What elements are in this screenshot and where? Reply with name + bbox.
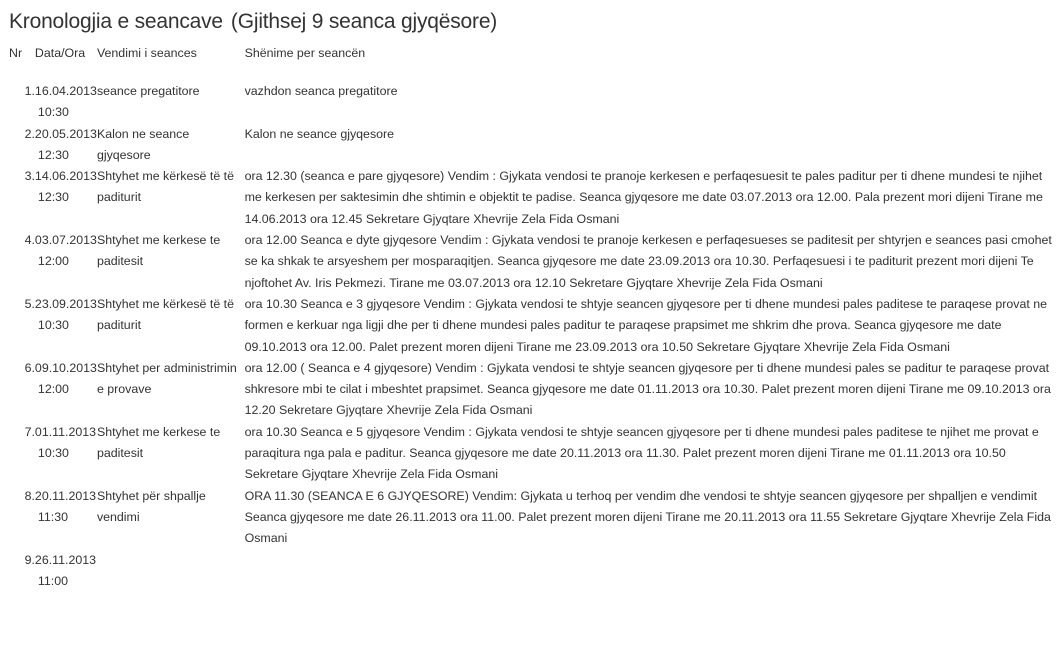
row-time: 11:30: [37, 509, 69, 524]
table-row: [9, 486, 1059, 550]
row-time: 12:30: [37, 190, 69, 205]
row-decision: Shtyhet me kërkesë të të paditurit: [96, 296, 234, 333]
row-decision: Shtyhet me kërkesë të të paditurit: [96, 169, 234, 205]
row-notes: ora 12.00 Seanca e dyte gjyqesore Vendim : Gjykata vendosi te pranoje kerkesen e perfaqesueses se paditesit per shtyrjen e seances pasi cmohet se ka shkak te arsyeshem per mosparaqitjen. Seanca gjyqesore me date 23.09.2013 ora 10.30. Perfaqesuesi i te paditurit prezent mori dijeni Te njoftohet Av. Iris Pekmezi. Tirane me 03.07.2013 ora 12.10 Sekretare Gjyqtare Xhevrije Zela Fida Osmani: [244, 233, 1052, 290]
row-datetime: [35, 358, 97, 422]
row-date: 26.11.2013: [34, 552, 97, 567]
row-notes: ora 12.30 (seanca e pare gjyqesore) Vendim : Gjykata vendosi te pranoje kerkesen e perfaqesuesit te pales paditur per ti dhene mundesi te njihet me kerkesen per saktesimin dhe shtimin e objektit te padise. Seanca gjyqesore me date 03.07.2013 ora 12.00. Pala prezent mori dijeni Tirane me 14.06.2013 ora 12.45 Sekretare Gjyqtare Xhevrije Zela Fida Osmani: [244, 169, 1043, 226]
table-row: [9, 358, 1059, 422]
row-nr: 9.: [24, 552, 35, 567]
row-notes: vazhdon seanca pregatitore: [244, 84, 398, 98]
row-datetime: [35, 294, 97, 358]
row-time: 10:30: [37, 446, 69, 461]
header-notes: Shënime per seancën: [244, 46, 366, 60]
row-time: 10:30: [37, 318, 69, 333]
table-row: [9, 81, 1059, 124]
row-time: 11:00: [37, 573, 69, 588]
row-date: 14.06.2013: [34, 169, 97, 184]
table-row: [9, 124, 1059, 167]
row-time: 12:00: [37, 382, 69, 397]
row-nr: 3.: [24, 169, 35, 184]
row-date: 20.11.2013: [34, 488, 97, 503]
row-decision: Shtyhet me kerkese te paditesit: [96, 424, 221, 461]
row-nr: 7.: [24, 424, 35, 439]
row-time: 12:30: [37, 147, 69, 162]
row-date: 23.09.2013: [34, 296, 97, 311]
header-decision: Vendimi i seances: [96, 46, 197, 60]
title-main: Kronologjia e seancave: [9, 10, 223, 33]
table-row: [9, 550, 1059, 593]
row-nr: 8.: [24, 488, 35, 503]
row-date: 20.05.2013: [34, 126, 97, 141]
row-date: 16.04.2013: [34, 84, 97, 98]
row-time: 10:30: [37, 105, 69, 120]
row-decision: [97, 550, 245, 593]
row-notes: ora 10.30 Seanca e 5 gjyqesore Vendim : Gjykata vendosi te shtyje seancen gjyqesore per ti dhene mundesi pales paditese te njihet me provat e paraqitura nga pala e paditur. Seanca gjyqesore me date 20.11.2013 ora 11.30. Palet prezent moren dijeni Tirane me 01.11.2013 ora 10.50 Sekretare Gjyqtare Xhevrije Zela Fida Osmani: [244, 424, 1039, 482]
row-datetime: [35, 422, 97, 486]
row-date: 09.10.2013: [34, 360, 97, 375]
header-date: Data/Ora: [34, 46, 86, 60]
row-decision: Kalon ne seance gjyqesore: [96, 126, 190, 162]
row-notes: ora 12.00 ( Seanca e 4 gjyqesore) Vendim : Gjykata vendosi te shtyje seancen gjyqesore per ti dhene mundesi pales se paditur te paraqese provat shkresore mbi te cilat i mbeshtet prapsimet. Seanca gjyqesore me date 01.11.2013 ora 10.30. Palet prezent moren dijeni Tirane me 09.10.2013 ora 12.20 Sekretare Gjyqtare Xhevrije Zela Fida Osmani: [244, 360, 1051, 418]
table-row: [9, 166, 1059, 230]
row-time: 12:00: [37, 254, 69, 269]
row-decision: seance pregatitore: [96, 84, 200, 98]
row-datetime: [35, 81, 97, 124]
row-nr: 2.: [24, 126, 35, 141]
row-datetime: [35, 124, 97, 167]
row-decision: Shtyhet për shpallje vendimi: [96, 488, 206, 524]
page-title: [9, 8, 1059, 36]
row-notes: ora 10.30 Seanca e 3 gjyqesore Vendim : Gjykata vendosi te shtyje seancen gjyqesore per ti dhene mundesi pales paditese te paraqese provat ne formen e kerkuar nga ligji dhe per ti dhene mundesi pales paditur te paraqese prapsimet me shkrim dhe prova. Seanca gjyqesore me date 09.10.2013 ora 12.00. Palet prezent moren dijeni Tirane me 23.09.2013 ora 10.50 Sekretare Gjyqtare Xhevrije Zela Fida Osmani: [244, 296, 1048, 354]
row-nr: 1.: [24, 84, 35, 98]
table-row: [9, 294, 1059, 358]
row-nr: 6.: [24, 360, 35, 375]
row-nr: 5.: [24, 296, 35, 311]
row-decision: Shtyhet me kerkese te paditesit: [96, 233, 221, 269]
row-datetime: [35, 166, 97, 230]
row-notes: [245, 550, 1059, 593]
row-notes: Kalon ne seance gjyqesore: [244, 126, 395, 141]
row-datetime: [35, 230, 97, 294]
row-date: 01.11.2013: [34, 424, 97, 439]
header-nr: Nr: [9, 46, 23, 60]
row-datetime: [35, 550, 97, 593]
row-decision: Shtyhet per administrimin e provave: [96, 360, 237, 397]
row-datetime: [35, 486, 97, 550]
row-notes: ORA 11.30 (SEANCA E 6 GJYQESORE) Vendim: Gjykata u terhoq per vendim dhe vendosi te shtyje seancen gjyqesore per shpalljen e vendimit Seanca gjyqesore me date 26.11.2013 ora 11.00. Palet prezent moren dijeni Tirane me 20.11.2013 ora 11.55 Sekretare Gjyqtare Xhevrije Zela Fida Osmani: [244, 488, 1051, 546]
table-row: [9, 230, 1059, 294]
sessions-table: [9, 43, 1059, 592]
row-date: 03.07.2013: [34, 233, 97, 248]
title-session-count: (Gjithsej 9 seanca gjyqësore): [230, 10, 498, 33]
table-row: [9, 422, 1059, 486]
row-nr: 4.: [24, 233, 35, 248]
table-header-row: [9, 43, 1059, 81]
